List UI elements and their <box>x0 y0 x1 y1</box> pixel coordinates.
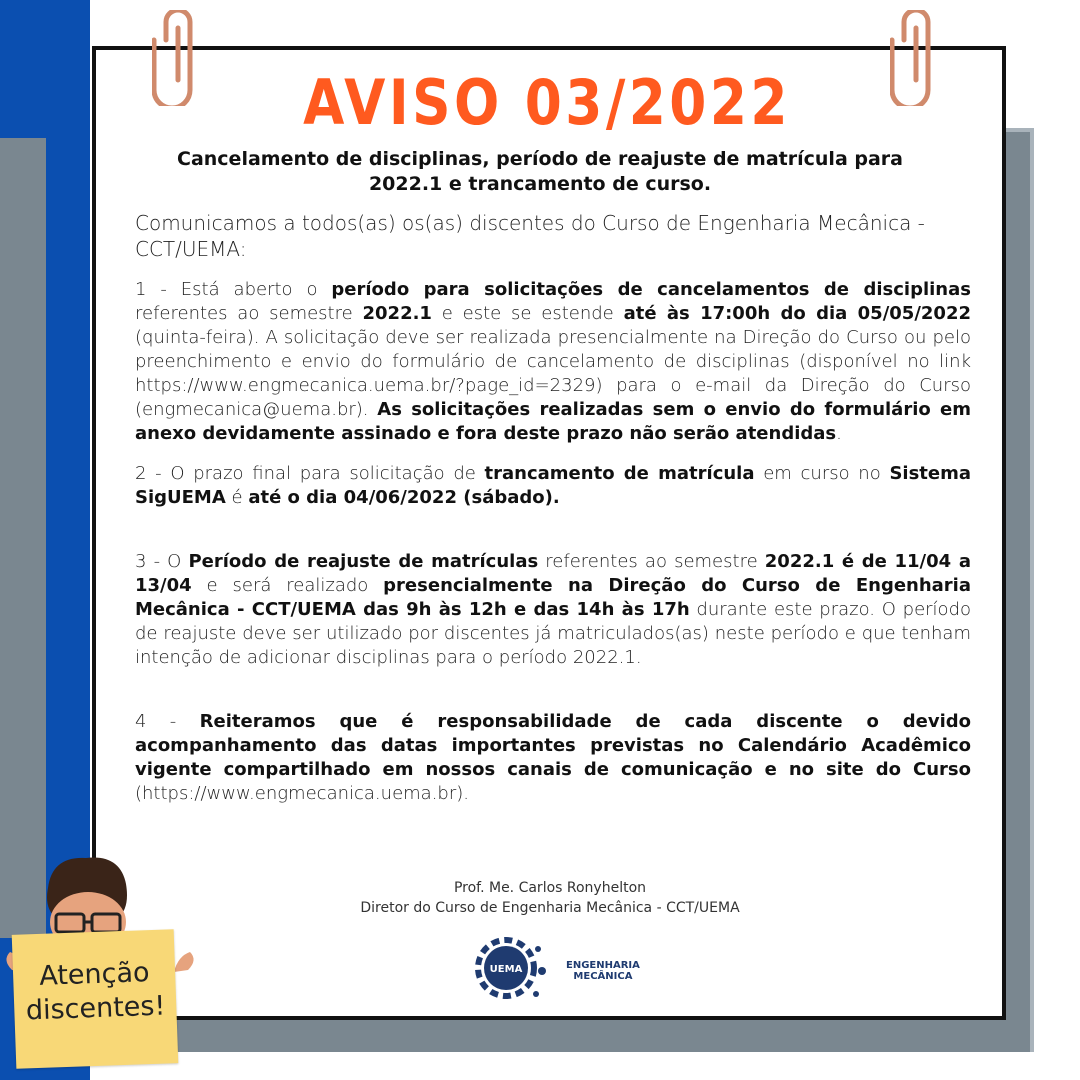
signature-role: Diretor do Curso de Engenharia Mecânica - CCT/UEMA <box>360 900 740 916</box>
item-3: 3 - O Período de reajuste de matrículas referentes ao semestre 2022.1 é de 11/04 a 13/04 e será realizado presencialmente na Direção do Curso de Engenharia Mecânica - CCT/UEMA das 9h às 12h e das 14h às 17h durante este prazo. O período de reajuste deve ser utilizado por discentes já matriculados(as) neste período e que tenham intenção de adicionar disciplinas para o período 2022.1. <box>135 551 972 668</box>
signature-name: Prof. Me. Carlos Ronyhelton <box>453 880 647 896</box>
signature-block <box>300 878 800 918</box>
gear-icon <box>478 940 534 996</box>
item-1: 1 - Está aberto o período para solicitações de cancelamentos de disciplinas referentes ao semestre 2022.1 e este se estende até às 17:00h do dia 05/05/2022 (quinta-feira). A solicitação deve ser realizada presencialmente na Direção do Curso ou pelo preenchimento e envio do formulário de cancelamento de disciplinas (disponível no link https://www.engmecanica.uema.br/?page_id=2329) para o e-mail da Direção do Curso (engmecanica@uema.br). As solicitações realizadas sem o envio do formulário em anexo devidamente assinado e fora deste prazo não serão atendidas. <box>135 279 971 444</box>
intro-paragraph: Comunicamos a todos(as) os(as) discentes do Curso de Engenharia Mecânica - CCT/UEMA: <box>135 211 925 261</box>
logo-wordmark <box>566 960 640 982</box>
sign-line-1: Atenção <box>38 957 151 992</box>
item-2: 2 - O prazo final para solicitação de trancamento de matrícula em curso no Sistema SigUEMA é até o dia 04/06/2022 (sábado). <box>135 463 971 508</box>
logo-line-1: ENGENHARIA <box>566 960 640 971</box>
notice-subtitle: Cancelamento de disciplinas, período de reajuste de matrícula para 2022.1 e trancamento de curso. <box>177 148 903 195</box>
attention-sign-text <box>13 955 177 1029</box>
item-4: 4 - Reiteramos que é responsabilidade de cada discente o devido acompanhamento das datas importantes previstas no Calendário Acadêmico vigente compartilhado em nossos canais de comunicação e no site do Curso (https://www.engmecanica.uema.br). <box>135 711 972 804</box>
page-title: AVISO 03/2022 <box>303 66 791 139</box>
sign-line-2: discentes! <box>25 990 166 1027</box>
logo-badge-text: UEMA <box>489 964 523 975</box>
notice-body <box>135 210 971 822</box>
logo-line-2: MECÂNICA <box>573 971 633 982</box>
grey-side-band <box>0 138 46 938</box>
